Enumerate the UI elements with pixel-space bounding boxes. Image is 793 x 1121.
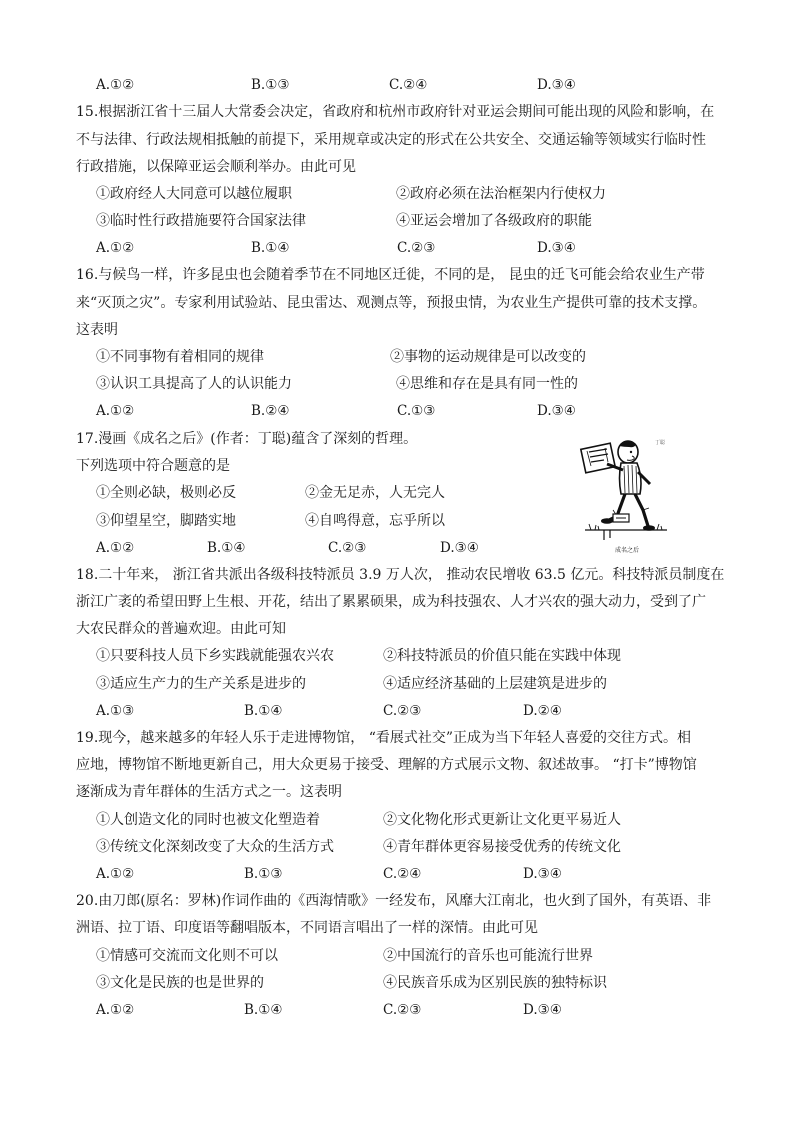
statement-2: ②文化物化形式更新让文化更平易近人 — [383, 812, 621, 828]
question-stem: 15.根据浙江省十三届人大常委会决定，省政府和杭州市政府针对亚运会期间可能出现的风险和影响，在 — [76, 104, 715, 120]
option-a: A.①③ — [96, 703, 135, 719]
question-stem: 这表明 — [76, 322, 118, 338]
question-stem: 应地，博物馆不断地更新自己，用大众更易于接受、理解的方式展示文物、叙述故事。 “打卡”博物馆 — [76, 757, 697, 773]
option-a: A.①② — [96, 540, 135, 556]
option-d: D.③④ — [440, 540, 479, 556]
question-stem: 行政措施，以保障亚运会顺利举办。由此可见 — [76, 159, 356, 175]
question-stem: 18.二十年来， 浙江省共派出各级科技特派员 3.9 万人次， 推动农民增收 63.5 亿元。科技特派员制度在 — [76, 567, 725, 583]
cartoon-illustration — [577, 438, 677, 556]
option-c: C.②④ — [383, 866, 422, 882]
statement-4: ④民族音乐成为区别民族的独特标识 — [383, 975, 607, 991]
option-d: D.③④ — [537, 240, 576, 256]
option-b: B.①④ — [207, 540, 246, 556]
question-stem: 浙江广袤的希望田野上生根、开花，结出了累累硕果，成为科技强农、人才兴农的强大动力，受到了广 — [76, 594, 706, 610]
option-b: B.②④ — [251, 403, 290, 419]
statement-3: ③适应生产力的生产关系是进步的 — [96, 676, 306, 692]
artist-signature: 丁聪 — [655, 440, 666, 446]
statement-4: ④青年群体更容易接受优秀的传统文化 — [383, 839, 621, 855]
question-stem: 洲语、拉丁语、印度语等翻唱版本，不同语言唱出了一样的深情。由此可见 — [76, 920, 538, 936]
option-d: D.③④ — [537, 77, 576, 93]
statement-1: ①不同事物有着相同的规律 — [96, 349, 264, 365]
option-a: A.①② — [96, 403, 135, 419]
statement-2: ②金无足赤，人无完人 — [305, 485, 445, 501]
option-c: C.②③ — [328, 540, 367, 556]
statement-1: ①情感可交流而文化则不可以 — [96, 948, 278, 964]
option-c: C.②③ — [383, 1002, 422, 1018]
statement-4: ④自鸣得意，忘乎所以 — [305, 513, 445, 529]
statement-2: ②科技特派员的价值只能在实践中体现 — [383, 648, 621, 664]
question-stem: 逐渐成为青年群体的生活方式之一。这表明 — [76, 784, 342, 800]
framed-paper — [581, 443, 615, 473]
statement-1: ①人创造文化的同时也被文化塑造着 — [96, 812, 320, 828]
statement-1: ①政府经人大同意可以越位履职 — [96, 186, 292, 202]
question-stem: 不与法律、行政法规相抵触的前提下，采用规章或决定的形式在公共安全、交通运输等领域实行临时性 — [76, 132, 706, 148]
option-c: C.②③ — [397, 240, 436, 256]
statement-1: ①只要科技人员下乡实践就能强农兴农 — [96, 648, 334, 664]
question-stem: 19.现今，越来越多的年轻人乐于走进博物馆， “看展式社交”正成为当下年轻人喜爱的交往方式。相 — [76, 730, 692, 746]
question-stem: 17.漫画《成名之后》(作者：丁聪)蕴含了深刻的哲理。 — [76, 431, 418, 447]
option-d: D.②④ — [523, 703, 562, 719]
option-d: D.③④ — [537, 403, 576, 419]
ground — [585, 524, 667, 540]
option-a: A.①② — [96, 77, 135, 93]
question-stem: 来“灭顶之灾”。专家利用试验站、昆虫雷达、观测点等，预报虫情，为农业生产提供可靠的技术支撑。 — [76, 295, 707, 311]
question-stem: 16.与候鸟一样，许多昆虫也会随着季节在不同地区迁徙，不同的是， 昆虫的迁飞可能会给农业生产带 — [76, 267, 705, 283]
statement-4: ④亚运会增加了各级政府的职能 — [396, 213, 592, 229]
option-c: C.②③ — [383, 703, 422, 719]
option-a: A.①② — [96, 1002, 135, 1018]
figure-head — [618, 441, 638, 463]
statement-3: ③文化是民族的也是世界的 — [96, 975, 264, 991]
option-d: D.③④ — [523, 1002, 562, 1018]
option-d: D.③④ — [523, 866, 562, 882]
option-b: B.①④ — [244, 1002, 283, 1018]
statement-3: ③认识工具提高了人的认识能力 — [96, 376, 292, 392]
statement-1: ①全则必缺，极则必反 — [96, 485, 236, 501]
statement-3: ③临时性行政措施要符合国家法律 — [96, 213, 306, 229]
cartoon-caption: 成名之后 — [614, 547, 640, 554]
statement-4: ④适应经济基础的上层建筑是进步的 — [383, 676, 607, 692]
option-b: B.①④ — [251, 240, 290, 256]
question-stem: 20.由刀郎(原名：罗林)作词作曲的《西海情歌》一经发布，风靡大江南北，也火到了国外，有英语、非 — [76, 893, 712, 909]
option-b: B.①③ — [244, 866, 283, 882]
option-c: C.②④ — [389, 77, 428, 93]
question-stem: 下列选项中符合题意的是 — [76, 458, 230, 474]
option-c: C.①③ — [397, 403, 436, 419]
statement-2: ②事物的运动规律是可以改变的 — [390, 349, 586, 365]
statement-4: ④思维和存在是具有同一性的 — [396, 376, 578, 392]
statement-3: ③传统文化深刻改变了大众的生活方式 — [96, 839, 334, 855]
option-a: A.①② — [96, 866, 135, 882]
statement-3: ③仰望星空，脚踏实地 — [96, 513, 236, 529]
option-a: A.①② — [96, 240, 135, 256]
statement-2: ②政府必须在法治框架内行使权力 — [396, 186, 606, 202]
signboard — [613, 514, 629, 522]
option-b: B.①③ — [251, 77, 290, 93]
question-stem: 大农民群众的普遍欢迎。由此可知 — [76, 621, 286, 637]
option-b: B.①④ — [244, 703, 283, 719]
statement-2: ②中国流行的音乐也可能流行世界 — [383, 948, 593, 964]
